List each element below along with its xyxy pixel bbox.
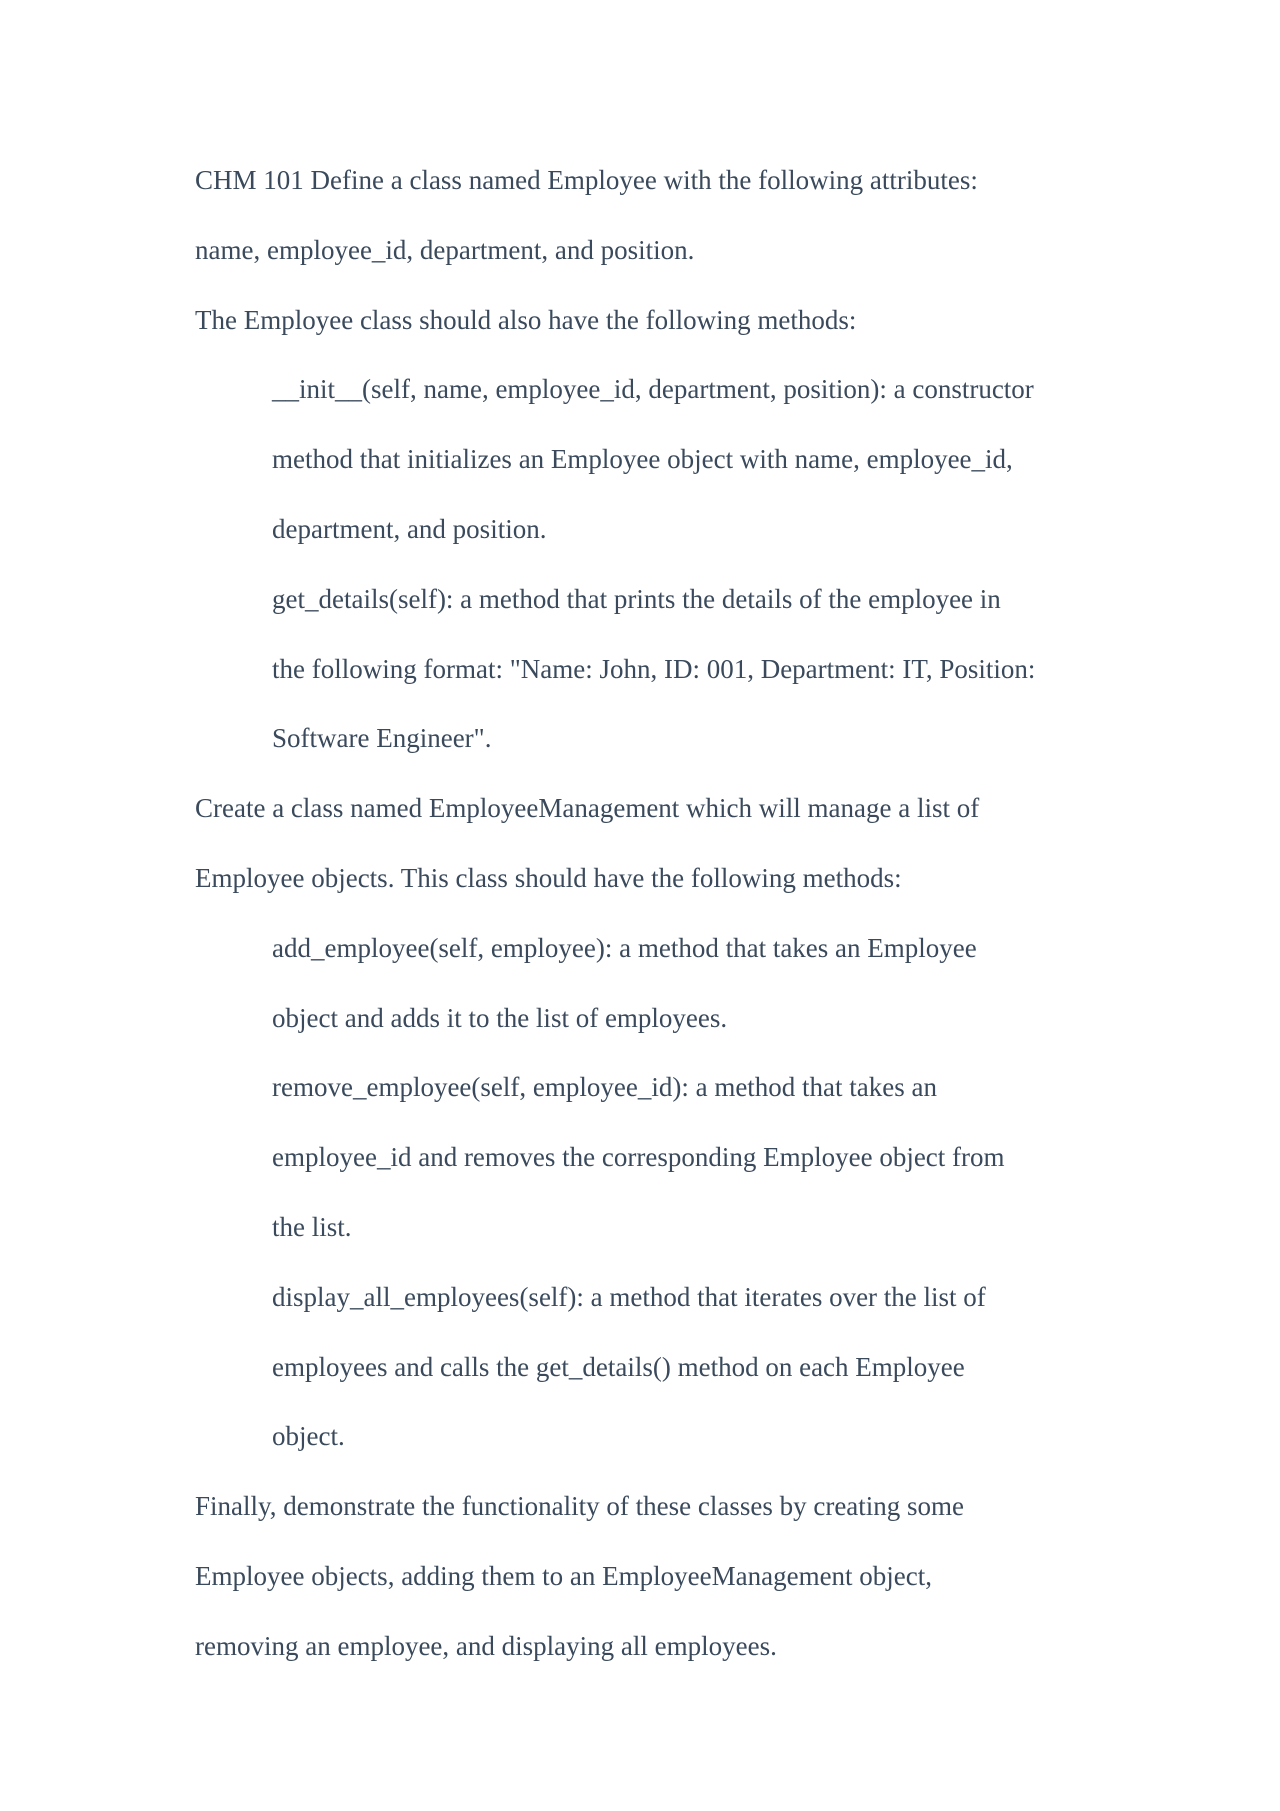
- method-item-remove-employee: [195, 1053, 1145, 1262]
- text-line: employee_id and removes the corresponding Employee object from: [272, 1142, 1005, 1173]
- text-line: method that initializes an Employee object with name, employee_id,: [272, 444, 1013, 475]
- text-line: department, and position.: [272, 513, 547, 544]
- paragraph-management-intro: [195, 774, 1145, 914]
- text-line: display_all_employees(self): a method that iterates over the list of: [272, 1281, 986, 1312]
- paragraph-conclusion: [195, 1472, 1145, 1681]
- text-line: employees and calls the get_details() method on each Employee: [272, 1351, 965, 1382]
- text-line: object and adds it to the list of employees.: [272, 1002, 728, 1033]
- text-line: Employee objects, adding them to an EmployeeManagement object,: [195, 1560, 933, 1591]
- method-item-add-employee: [195, 914, 1145, 1054]
- document-body: [195, 146, 1145, 1682]
- text-line: remove_employee(self, employee_id): a method that takes an: [272, 1072, 938, 1103]
- text-line: CHM 101 Define a class named Employee with the following attributes:: [195, 165, 978, 195]
- text-line: __init__(self, name, employee_id, department, position): a constructor: [272, 374, 1034, 405]
- text-line: add_employee(self, employee): a method that takes an Employee: [272, 932, 977, 963]
- text-line: the list.: [272, 1211, 352, 1242]
- method-item-get-details: [195, 565, 1145, 774]
- text-line: name, employee_id, department, and position.: [195, 234, 695, 265]
- text-line: the following format: "Name: John, ID: 001, Department: IT, Position:: [272, 653, 1036, 684]
- text-line: Create a class named EmployeeManagement which will manage a list of: [195, 793, 980, 824]
- paragraph-intro: [195, 146, 1145, 286]
- text-line: Software Engineer".: [272, 723, 492, 754]
- text-line: get_details(self): a method that prints the details of the employee in: [272, 583, 1001, 614]
- text-line: object.: [272, 1421, 345, 1452]
- text-line: The Employee class should also have the following methods:: [195, 304, 857, 335]
- method-item-display-all: [195, 1263, 1145, 1472]
- method-item-init: [195, 355, 1145, 564]
- paragraph-methods-intro: [195, 286, 1145, 356]
- text-line: removing an employee, and displaying all employees.: [195, 1630, 777, 1661]
- text-line: Finally, demonstrate the functionality of these classes by creating some: [195, 1491, 965, 1522]
- text-line: Employee objects. This class should have the following methods:: [195, 862, 902, 893]
